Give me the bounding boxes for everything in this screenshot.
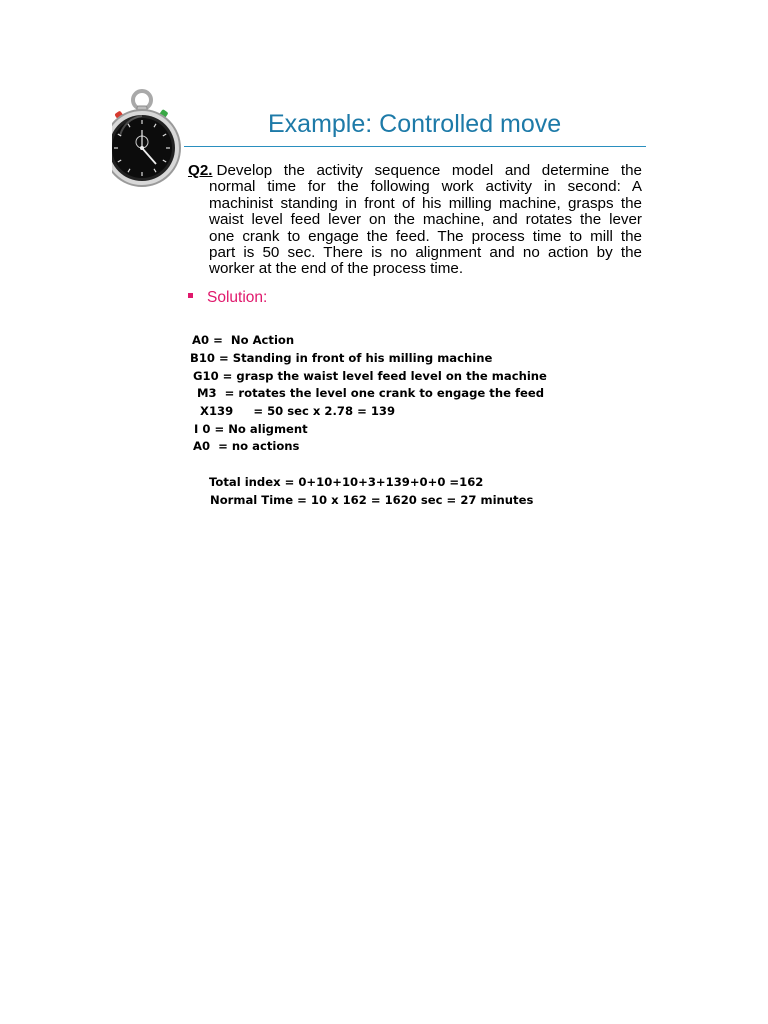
answer-line: X139 = 50 sec x 2.78 = 139 bbox=[200, 404, 396, 418]
bullet-icon bbox=[188, 293, 193, 298]
total-index: Total index = 0+10+10+3+139+0+0 =162 bbox=[209, 475, 484, 489]
question-line: one crank to engage the feed. The process time to mill the bbox=[209, 227, 642, 245]
title-divider bbox=[184, 146, 646, 147]
slide-title: Example: Controlled move bbox=[268, 110, 562, 138]
answer-line: A0 = No Action bbox=[192, 333, 295, 347]
answer-line: A0 = no actions bbox=[193, 439, 300, 453]
question-line bbox=[188, 163, 642, 179]
answer-line: I 0 = No aligment bbox=[194, 422, 308, 436]
question-line: machinist standing in front of his milling machine, grasps the bbox=[209, 194, 642, 212]
solution-label: Solution: bbox=[207, 289, 268, 303]
question-label: Q2. bbox=[188, 162, 213, 179]
slide-image bbox=[112, 86, 652, 316]
solution-heading bbox=[188, 289, 267, 303]
answer-line: G10 = grasp the waist level feed level on the machine bbox=[193, 369, 547, 383]
question-text bbox=[188, 163, 642, 278]
question-line: waist level feed lever on the machine, and rotates the lever bbox=[209, 211, 642, 229]
normal-time: Normal Time = 10 x 162 = 1620 sec = 27 minutes bbox=[210, 493, 534, 507]
answer-line: M3 = rotates the level one crank to engage the feed bbox=[197, 386, 545, 400]
answer-line: B10 = Standing in front of his milling machine bbox=[190, 351, 493, 365]
stopwatch-icon bbox=[112, 86, 188, 190]
question-line: part is 50 sec. There is no alignment and no action by the bbox=[209, 244, 642, 262]
question-line: normal time for the following work activity in second: A bbox=[209, 178, 642, 196]
question-line: worker at the end of the process time. bbox=[209, 260, 464, 278]
question-line-text: Develop the activity sequence model and determine the bbox=[216, 162, 642, 179]
